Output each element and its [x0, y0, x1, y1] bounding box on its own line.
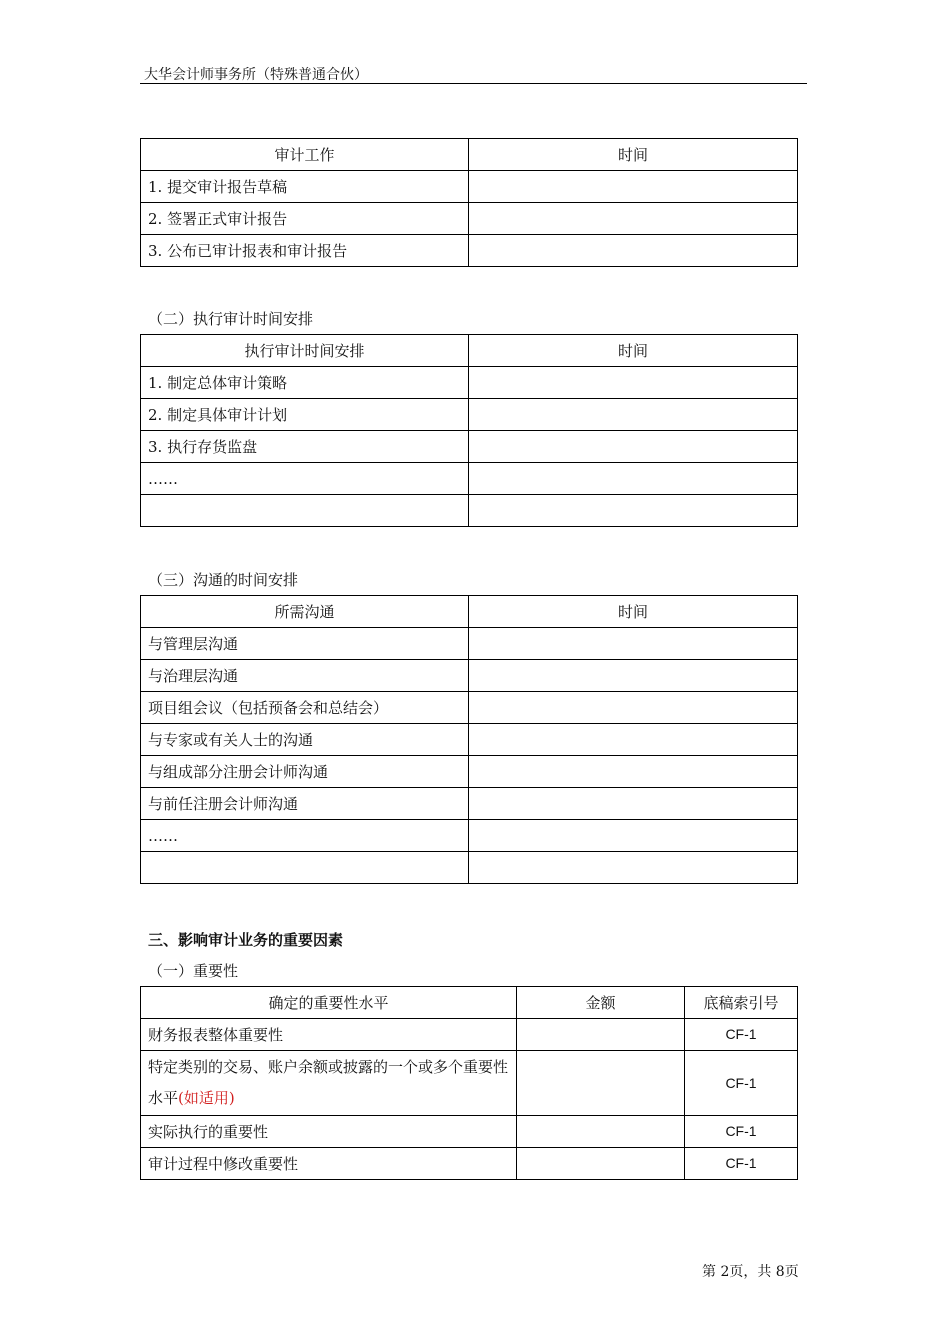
communication-cell: 与治理层沟通	[141, 660, 469, 692]
table-row	[141, 203, 798, 235]
time-cell[interactable]	[469, 463, 798, 495]
table-header-row	[141, 139, 798, 171]
column-header: 审计工作	[141, 139, 469, 171]
applicable-note: (如适用)	[178, 1089, 235, 1107]
task-cell[interactable]	[141, 495, 469, 527]
table-row	[141, 1148, 798, 1180]
time-cell[interactable]	[469, 660, 798, 692]
audit-report-table	[140, 138, 798, 267]
column-header: 确定的重要性水平	[141, 987, 517, 1019]
communication-cell: 与管理层沟通	[141, 628, 469, 660]
materiality-label-text: 特定类别的交易、账户余额或披露的一个或多个重要性水平	[148, 1058, 509, 1107]
time-cell[interactable]	[469, 367, 798, 399]
communication-cell[interactable]	[141, 852, 469, 884]
column-header: 执行审计时间安排	[141, 335, 469, 367]
task-cell: 3. 公布已审计报表和审计报告	[141, 235, 469, 267]
column-header: 所需沟通	[141, 596, 469, 628]
table-row	[141, 367, 798, 399]
task-cell: 1. 制定总体审计策略	[141, 367, 469, 399]
workpaper-ref: CF-1	[685, 1148, 798, 1180]
execution-section-title: （二）执行审计时间安排	[148, 310, 314, 328]
table-row	[141, 235, 798, 267]
table-row	[141, 431, 798, 463]
time-cell[interactable]	[469, 820, 798, 852]
amount-cell[interactable]	[517, 1019, 685, 1051]
time-cell[interactable]	[469, 852, 798, 884]
time-cell[interactable]	[469, 431, 798, 463]
column-header: 金额	[517, 987, 685, 1019]
materiality-label: 审计过程中修改重要性	[141, 1148, 517, 1180]
page-number: 第 2页，共 8页	[702, 1264, 799, 1280]
table-row	[141, 660, 798, 692]
materiality-label: 财务报表整体重要性	[141, 1019, 517, 1051]
communication-schedule-table	[140, 595, 798, 884]
table-row	[141, 463, 798, 495]
table-row	[141, 788, 798, 820]
table-row	[141, 628, 798, 660]
workpaper-ref: CF-1	[685, 1051, 798, 1116]
time-cell[interactable]	[469, 692, 798, 724]
materiality-label	[141, 1051, 517, 1116]
firm-header: 大华会计师事务所（特殊普通合伙）	[144, 67, 368, 83]
column-header: 时间	[469, 335, 798, 367]
table-header-row	[141, 987, 798, 1019]
task-cell: 2. 签署正式审计报告	[141, 203, 469, 235]
workpaper-ref: CF-1	[685, 1116, 798, 1148]
communication-cell: ……	[141, 820, 469, 852]
column-header: 时间	[469, 596, 798, 628]
table-row	[141, 495, 798, 527]
time-cell[interactable]	[469, 171, 798, 203]
table-row	[141, 1019, 798, 1051]
column-header: 底稿索引号	[685, 987, 798, 1019]
time-cell[interactable]	[469, 399, 798, 431]
table-row	[141, 852, 798, 884]
materiality-label: 实际执行的重要性	[141, 1116, 517, 1148]
amount-cell[interactable]	[517, 1148, 685, 1180]
materiality-title: （一）重要性	[148, 962, 239, 980]
amount-cell[interactable]	[517, 1116, 685, 1148]
table-row	[141, 1116, 798, 1148]
time-cell[interactable]	[469, 788, 798, 820]
table-row	[141, 756, 798, 788]
table-header-row	[141, 596, 798, 628]
task-cell: ……	[141, 463, 469, 495]
factors-heading: 三、影响审计业务的重要因素	[148, 931, 344, 949]
time-cell[interactable]	[469, 495, 798, 527]
task-cell: 2. 制定具体审计计划	[141, 399, 469, 431]
table-row	[141, 171, 798, 203]
table-header-row	[141, 335, 798, 367]
execution-schedule-table	[140, 334, 798, 527]
time-cell[interactable]	[469, 235, 798, 267]
time-cell[interactable]	[469, 724, 798, 756]
communication-section-title: （三）沟通的时间安排	[148, 571, 299, 589]
communication-cell: 与专家或有关人士的沟通	[141, 724, 469, 756]
communication-cell: 与组成部分注册会计师沟通	[141, 756, 469, 788]
time-cell[interactable]	[469, 628, 798, 660]
time-cell[interactable]	[469, 203, 798, 235]
amount-cell[interactable]	[517, 1051, 685, 1116]
table-row	[141, 724, 798, 756]
communication-cell: 与前任注册会计师沟通	[141, 788, 469, 820]
table-row	[141, 1051, 798, 1116]
table-row	[141, 692, 798, 724]
time-cell[interactable]	[469, 756, 798, 788]
table-row	[141, 399, 798, 431]
communication-cell: 项目组会议（包括预备会和总结会）	[141, 692, 469, 724]
task-cell: 3. 执行存货监盘	[141, 431, 469, 463]
table-row	[141, 820, 798, 852]
column-header: 时间	[469, 139, 798, 171]
materiality-table	[140, 986, 798, 1180]
task-cell: 1. 提交审计报告草稿	[141, 171, 469, 203]
workpaper-ref: CF-1	[685, 1019, 798, 1051]
header-divider	[140, 83, 807, 84]
